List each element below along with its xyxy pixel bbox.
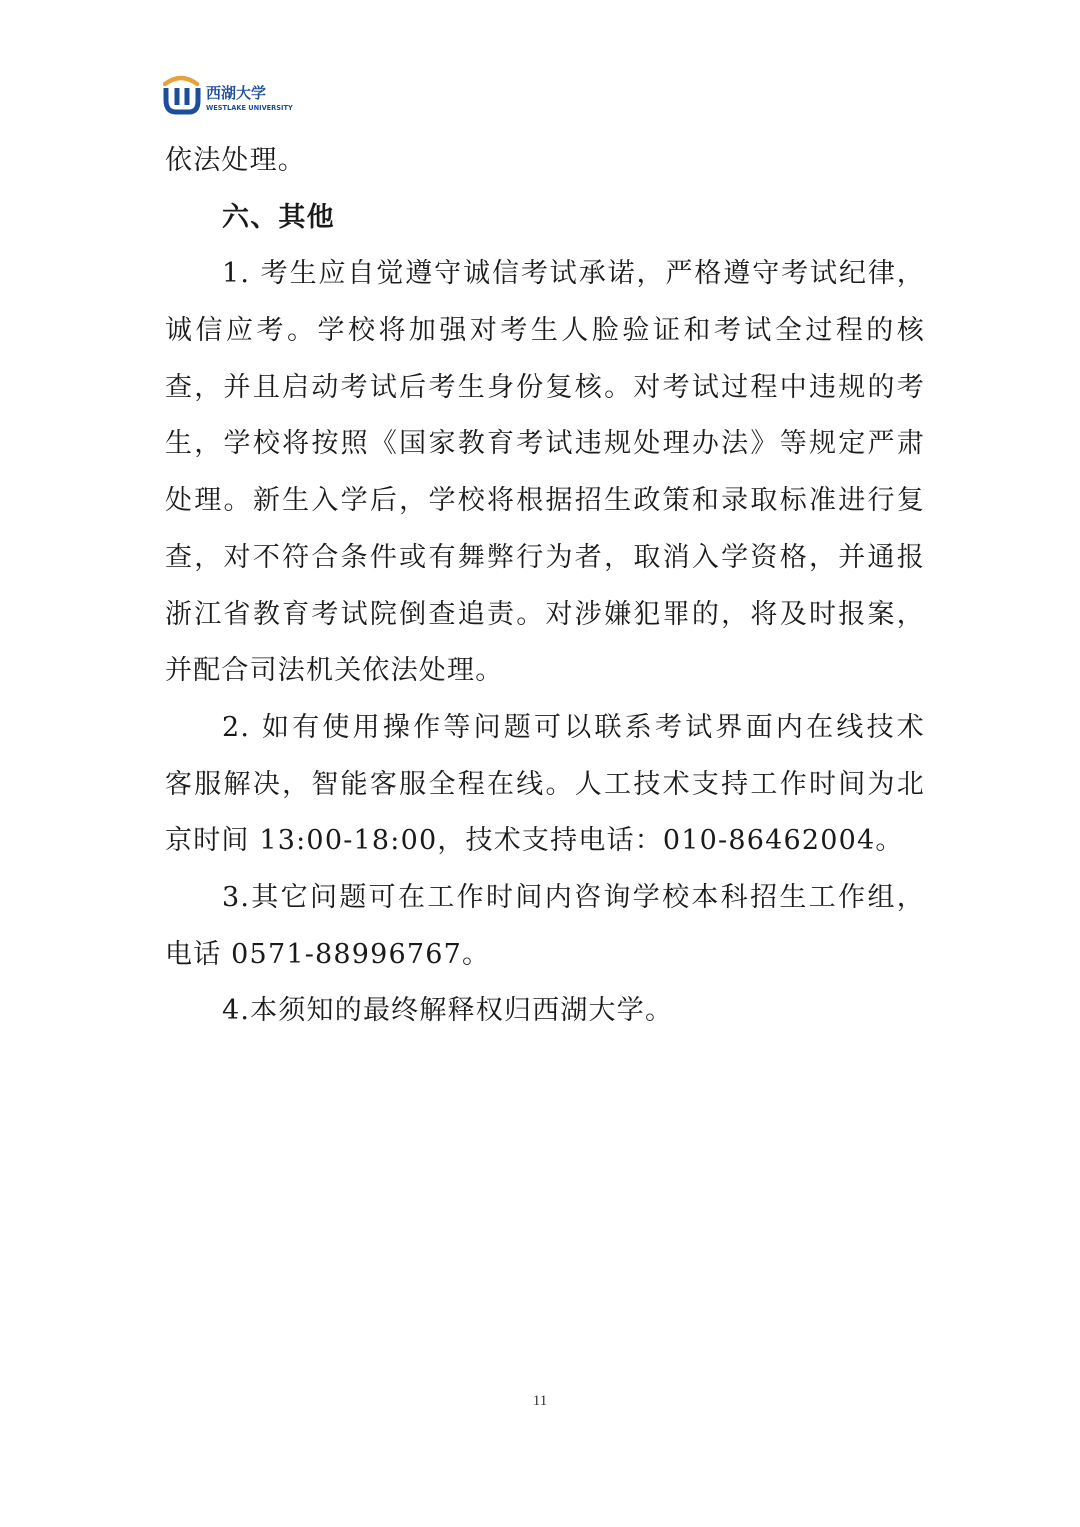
document-body	[165, 133, 925, 1040]
logo-text-en: WESTLAKE UNIVERSITY	[206, 104, 293, 112]
section-heading: 六、其他	[222, 201, 335, 233]
body-line: 1. 考生应自觉遵守诚信考试承诺，严格遵守考试纪律，	[222, 258, 925, 290]
body-line: 诚信应考。学校将加强对考生人脸验证和考试全过程的核	[165, 315, 925, 347]
body-line: 2. 如有使用操作等问题可以联系考试界面内在线技术	[222, 711, 925, 743]
body-line: 4.本须知的最终解释权归西湖大学。	[222, 995, 674, 1027]
body-line: 查，对不符合条件或有舞弊行为者，取消入学资格，并通报	[165, 541, 925, 573]
page-number: 11	[532, 1393, 548, 1409]
body-line: 3.其它问题可在工作时间内咨询学校本科招生工作组，	[222, 881, 925, 913]
logo-text-cn: 西湖大学	[206, 84, 267, 102]
body-line: 查，并且启动考试后考生身份复核。对考试过程中违规的考	[165, 371, 925, 403]
body-line: 电话 0571-88996767。	[165, 938, 491, 970]
body-line: 处理。新生入学后，学校将根据招生政策和录取标准进行复	[165, 485, 925, 517]
body-line: 依法处理。	[165, 145, 306, 176]
body-line: 生，学校将按照《国家教育考试违规处理办法》等规定严肃	[165, 428, 925, 460]
body-line: 客服解决，智能客服全程在线。人工技术支持工作时间为北	[165, 768, 925, 800]
body-line: 并配合司法机关依法处理。	[165, 655, 504, 687]
body-line: 浙江省教育考试院倒查追责。对涉嫌犯罪的，将及时报案，	[165, 598, 925, 630]
body-line: 京时间 13:00-18:00，技术支持电话：010-86462004。	[165, 825, 904, 857]
westlake-university-logo	[163, 74, 293, 116]
